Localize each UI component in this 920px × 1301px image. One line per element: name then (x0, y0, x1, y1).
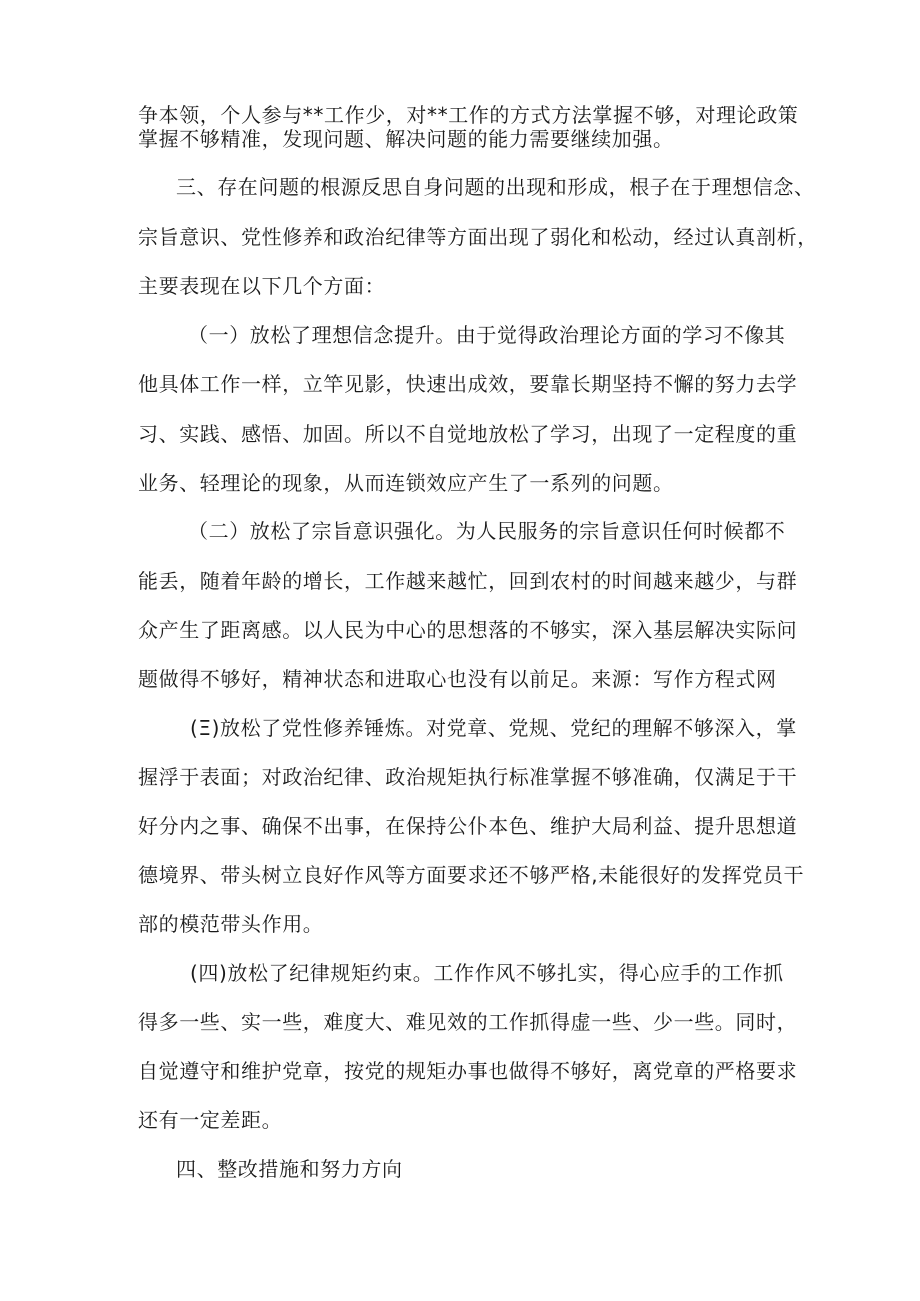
subsection-3: (Ξ)放松了党性修养锤炼。对党章、党规、党纪的理解不够深入，掌 (190, 716, 797, 740)
text-line: 能丢，随着年龄的增长，工作越来越忙，回到农村的时间越来越少，与群 (138, 569, 798, 593)
text-line: 习、实践、感悟、加固。所以不自觉地放松了学习，出现了一定程度的重 (138, 422, 798, 446)
text-line: 掌握不够精准，发现问题、解决问题的能力需要继续加强。 (138, 127, 674, 151)
text-line: 主要表现在以下几个方面： (138, 274, 386, 298)
text-line: 争本领，个人参与**工作少，对**工作的方式方法掌握不够，对理论政策 (138, 103, 799, 127)
subsection-1: （一）放松了理想信念提升。由于觉得政治理论方面的学习不像其 (188, 323, 786, 347)
text-line: 好分内之事、确保不出事，在保持公仆本色、维护大局利益、提升思想道 (138, 814, 798, 838)
text-line: 还有一定差距。 (138, 1108, 283, 1132)
section-heading-3: 三、存在问题的根源反思自身问题的出现和形成，根子在于理想信念、 (176, 175, 815, 199)
text-line: 得多一些、实一些，难度大、难见效的工作抓得虚一些、少一些。同时， (138, 1010, 798, 1034)
text-line: 部的模范带头作用。 (138, 912, 324, 936)
section-heading-4: 四、整改措施和努力方向 (176, 1157, 403, 1181)
text-line: 众产生了距离感。以人民为中心的思想落的不够实，深入基层解决实际问 (138, 618, 798, 642)
text-line: 自觉遵守和维护党章，按党的规矩办事也做得不够好，离党章的严格要求 (138, 1059, 798, 1083)
text-line: 德境界、带头树立良好作风等方面要求还不够严格,未能很好的发挥党员干 (138, 863, 805, 887)
text-line: 握浮于表面；对政治纪律、政治规矩执行标准掌握不够准确，仅满足于干 (138, 765, 798, 789)
text-line: 宗旨意识、党性修养和政治纪律等方面出现了弱化和松动，经过认真剖析， (138, 225, 818, 249)
text-line: 他具体工作一样，立竿见影，快速出成效，要靠长期坚持不懈的努力去学 (138, 372, 798, 396)
subsection-2: （二）放松了宗旨意识强化。为人民服务的宗旨意识任何时候都不 (188, 519, 786, 543)
text-line: 题做得不够好，精神状态和进取心也没有以前足。来源：写作方程式网 (138, 667, 777, 691)
subsection-4: (四)放松了纪律规矩约束。工作作风不够扎实，得心应手的工作抓 (190, 961, 784, 985)
text-line: 业务、轻理论的现象，从而连锁效应产生了一系列的问题。 (138, 471, 674, 495)
